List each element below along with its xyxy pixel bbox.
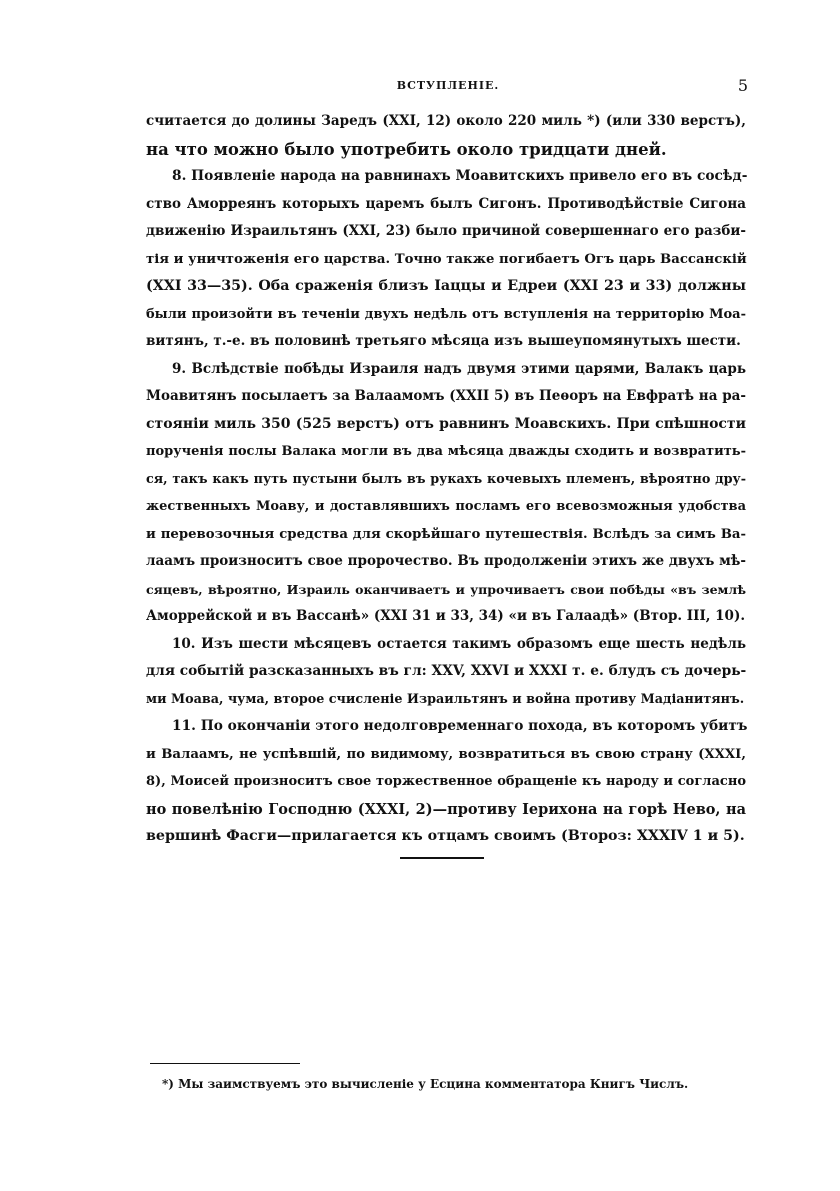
- text-line: витянъ, т.-е. въ половинѣ третьяго мѣсяца изъ вышеупомянутыхъ шести.: [146, 333, 741, 349]
- page-number: 5: [737, 76, 748, 95]
- text-line: и перевозочныя средства для скорѣйшаго путешествія. Вслѣдъ за симъ Ва-: [146, 526, 746, 542]
- text-line: и Валаамъ, не успѣвшій, по видимому, возвратиться въ свою страну (XXXI,: [146, 746, 746, 762]
- text-line: Аморрейской и въ Вассанѣ» (XXI 31 и 33, 34) «и въ Галаадѣ» (Втор. III, 10).: [146, 608, 746, 624]
- text-line: 10. Изъ шести мѣсяцевъ остается такимъ образомъ еще шесть недѣль: [172, 635, 746, 652]
- text-line: для событій разсказанныхъ въ гл: XXV, XXVI и XXXI т. е. блудъ съ дочерь-: [146, 663, 747, 679]
- text-line: 8), Моисей произноситъ свое торжественное обращеніе къ народу и согласно: [146, 774, 746, 789]
- text-line: (XXI 33—35). Оба сраженія близъ Іаццы и Едреи (XXI 23 и 33) должны: [146, 278, 746, 294]
- body-text: [146, 108, 746, 851]
- footnote-rule: [150, 1063, 300, 1064]
- text-line: 8. Появленіе народа на равнинахъ Моавитскихъ привело его въ сосѣд-: [172, 168, 748, 184]
- text-line: 11. По окончаніи этого недолговременнаго похода, въ которомъ убитъ: [172, 718, 748, 734]
- text-line: тія и уничтоженія его царства. Точно также погибаетъ Огъ царь Вассанскій: [146, 251, 747, 267]
- text-line: ся, такъ какъ путь пустыни былъ въ рукахъ кочевыхъ племенъ, вѣроятно дру-: [146, 471, 746, 487]
- running-title: ВСТУПЛЕНІЕ.: [396, 79, 500, 92]
- running-header: [148, 76, 748, 96]
- text-line: на что можно было употребить около тридцати дней.: [146, 139, 667, 159]
- footnote: *) Мы заимствуемъ это вычисленіе у Есцина комментатора Книгъ Числъ.: [162, 1077, 689, 1091]
- text-line: вершинѣ Фасги—прилагается къ отцамъ своимъ (Второз: XXXIV 1 и 5).: [146, 828, 745, 844]
- text-line: Моавитянъ посылаетъ за Валаамомъ (XXII 5) въ Пеѳоръ на Евфратѣ на ра-: [146, 388, 746, 404]
- text-line: были произойти въ теченіи двухъ недѣль отъ вступленія на территорію Моа-: [146, 306, 746, 322]
- text-line: стояніи миль 350 (525 верстъ) отъ равнинъ Моавскихъ. При спѣшности: [146, 415, 746, 432]
- text-line: движенію Израильтянъ (XXI, 23) было причиной совершеннаго его разби-: [146, 223, 746, 239]
- text-line: сяцевъ, вѣроятно, Израиль оканчиваетъ и упрочиваетъ свои побѣды «въ землѣ: [146, 581, 746, 597]
- text-line: ми Моава, чума, второе счисленіе Израильтянъ и война противу Мадіанитянъ.: [146, 691, 745, 707]
- text-line: 9. Вслѣдствіе побѣды Израиля надъ двумя этими царями, Валакъ царь: [172, 360, 746, 377]
- text-line: лаамъ произноситъ свое пророчество. Въ продолженіи этихъ же двухъ мѣ-: [146, 553, 746, 569]
- text-line: считается до долины Заредъ (XXI, 12) около 220 миль *) (или 330 верстъ),: [146, 113, 746, 129]
- section-separator-rule: [400, 857, 484, 859]
- text-line: но повелѣнію Господню (XXXI, 2)—противу Іерихона на горѣ Нево, на: [146, 800, 746, 818]
- text-line: ство Аморреянъ которыхъ царемъ былъ Сигонъ. Противодѣйствіе Сигона: [146, 195, 746, 212]
- text-line: порученія послы Валака могли въ два мѣсяца дважды сходить и возвратить-: [146, 444, 746, 459]
- text-line: жественныхъ Моаву, и доставлявшихъ посламъ его всевозможныя удобства: [146, 499, 746, 514]
